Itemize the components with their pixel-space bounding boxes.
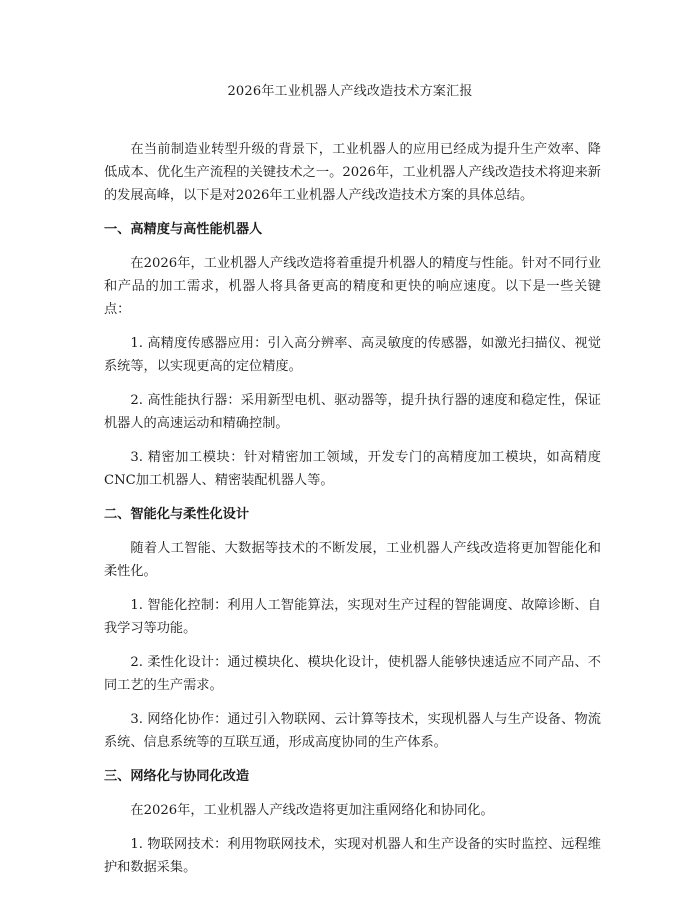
section-2-item-2: 2. 柔性化设计：通过模块化、模块化设计，使机器人能够快速适应不同产品、不同工艺的生产需求。	[104, 655, 601, 693]
section-1-lead: 在2026年，工业机器人产线改造将着重提升机器人的精度与性能。针对不同行业和产品的加工需求，机器人将具备更高的精度和更快的响应速度。以下是一些关键点：	[104, 256, 601, 317]
section-2-heading: 二、智能化与柔性化设计	[104, 507, 250, 522]
section-3-item-1: 1. 物联网技术：利用物联网技术，实现对机器人和生产设备的实时监控、远程维护和数据采集。	[104, 837, 601, 875]
intro-paragraph: 在当前制造业转型升级的背景下，工业机器人的应用已经成为提升生产效率、降低成本、优化生产流程的关键技术之一。2026年，工业机器人产线改造技术将迎来新的发展高峰，以下是对2026年工业机器人产线改造技术方案的具体总结。	[104, 142, 601, 203]
document-title: 2026年工业机器人产线改造技术方案汇报	[227, 84, 473, 99]
section-1-item-1: 1. 高精度传感器应用：引入高分辨率、高灵敏度的传感器，如激光扫描仪、视觉系统等，以实现更高的定位精度。	[104, 336, 601, 374]
section-1-item-3: 3. 精密加工模块：针对精密加工领域，开发专门的高精度加工模块，如高精度CNC加工机器人、精密装配机器人等。	[104, 450, 601, 488]
section-3-heading: 三、网络化与协同化改造	[104, 769, 250, 784]
section-3-lead: 在2026年，工业机器人产线改造将更加注重网络化和协同化。	[130, 803, 494, 818]
section-2-item-3: 3. 网络化协作：通过引入物联网、云计算等技术，实现机器人与生产设备、物流系统、信息系统等的互联互通，形成高度协同的生产体系。	[104, 712, 601, 750]
section-1-item-2: 2. 高性能执行器：采用新型电机、驱动器等，提升执行器的速度和稳定性，保证机器人的高速运动和精确控制。	[104, 393, 601, 431]
section-1-heading: 一、高精度与高性能机器人	[104, 222, 263, 237]
section-2-lead: 随着人工智能、大数据等技术的不断发展，工业机器人产线改造将更加智能化和柔性化。	[104, 541, 601, 579]
document-body	[104, 138, 601, 890]
section-2-item-1: 1. 智能化控制：利用人工智能算法，实现对生产过程的智能调度、故障诊断、自我学习等功能。	[104, 598, 601, 636]
